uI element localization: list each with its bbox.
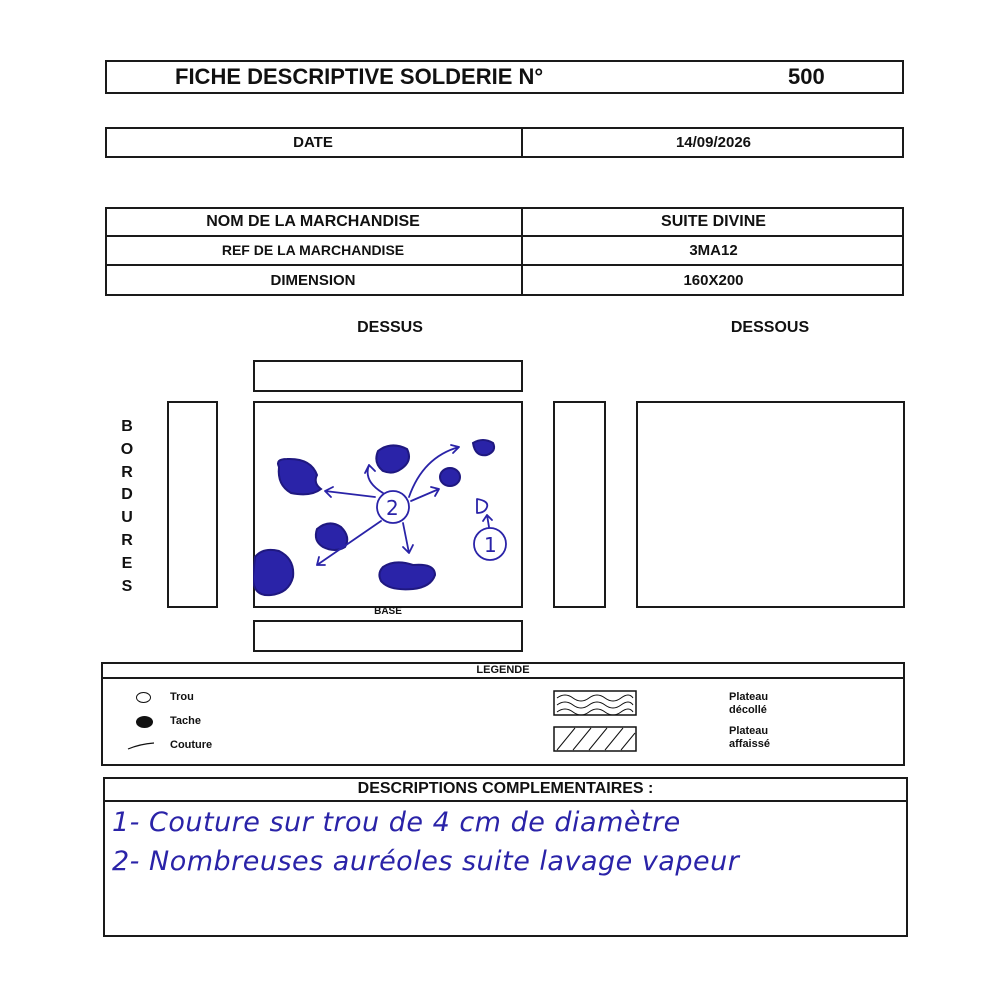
descriptions-title-line [103,800,908,802]
marker-1-text: 1 [484,533,497,557]
date-value: 14/09/2026 [675,134,752,151]
stain-mark [473,440,494,455]
legend-title-line [101,677,905,679]
wavy-pattern-icon [553,690,637,716]
stain-drawing [253,401,523,608]
top-view-label: DESSUS [357,319,423,336]
border-label-letter: U [121,509,133,527]
border-label-letter: R [121,463,133,481]
dimension-label: DIMENSION [270,271,356,289]
legend-stain-label: Tache [170,715,201,727]
top-strip-box [253,360,523,392]
stain-mark [379,562,435,589]
arrow-mark [483,515,492,527]
marker-2-text: 2 [386,496,399,520]
legend-hole-label: Trou [170,691,194,703]
name-label: NOM DE LA MARCHANDISE [206,212,420,230]
border-label-vertical [117,416,137,598]
border-label-letter: O [120,440,134,458]
description-line-2: 2- Nombreuses auréoles suite lavage vapeur [112,846,740,877]
border-label-letter: E [121,554,133,572]
date-label: DATE [293,134,333,151]
hatch-pattern-icon [553,726,637,752]
legend-title: LEGENDE [476,664,530,676]
bottom-view-label: DESSOUS [730,319,810,336]
right-border-box [553,401,606,608]
arrow-mark [403,523,413,553]
dimension-value: 160X200 [683,271,744,289]
left-border-box [167,401,218,608]
hole-mark [477,499,487,513]
border-label-letter: B [121,418,133,435]
ref-value: 3MA12 [689,241,738,259]
legend-plateau-affaisse-label: Plateau affaissé [729,725,770,750]
seam-icon [126,740,156,752]
ref-label: REF DE LA MARCHANDISE [221,242,405,258]
form-title: FICHE DESCRIPTIVE SOLDERIE N° [175,64,544,89]
form-number: 500 [788,64,825,89]
name-value: SUITE DIVINE [661,212,766,230]
bottom-view-box [636,401,905,608]
arrow-mark [325,487,375,497]
stain-mark [253,550,293,595]
stain-icon [136,716,153,728]
border-label-letter: D [121,486,133,504]
legend-plateau-decolle-label: Plateau décollé [729,691,769,716]
border-label-letter: R [121,531,133,549]
descriptions-title: DESCRIPTIONS COMPLEMENTAIRES : [357,780,654,797]
base-label: BASE [374,606,402,617]
stain-mark [440,468,460,486]
description-line-1: 1- Couture sur trou de 4 cm de diamètre [112,807,681,838]
base-strip-box [253,620,523,652]
stain-mark [278,459,321,494]
stain-mark [316,523,347,550]
stain-mark [376,445,409,472]
arrow-mark [411,487,439,501]
hole-icon [136,692,151,703]
border-label-letter: S [121,577,133,595]
legend-seam-label: Couture [170,739,213,751]
